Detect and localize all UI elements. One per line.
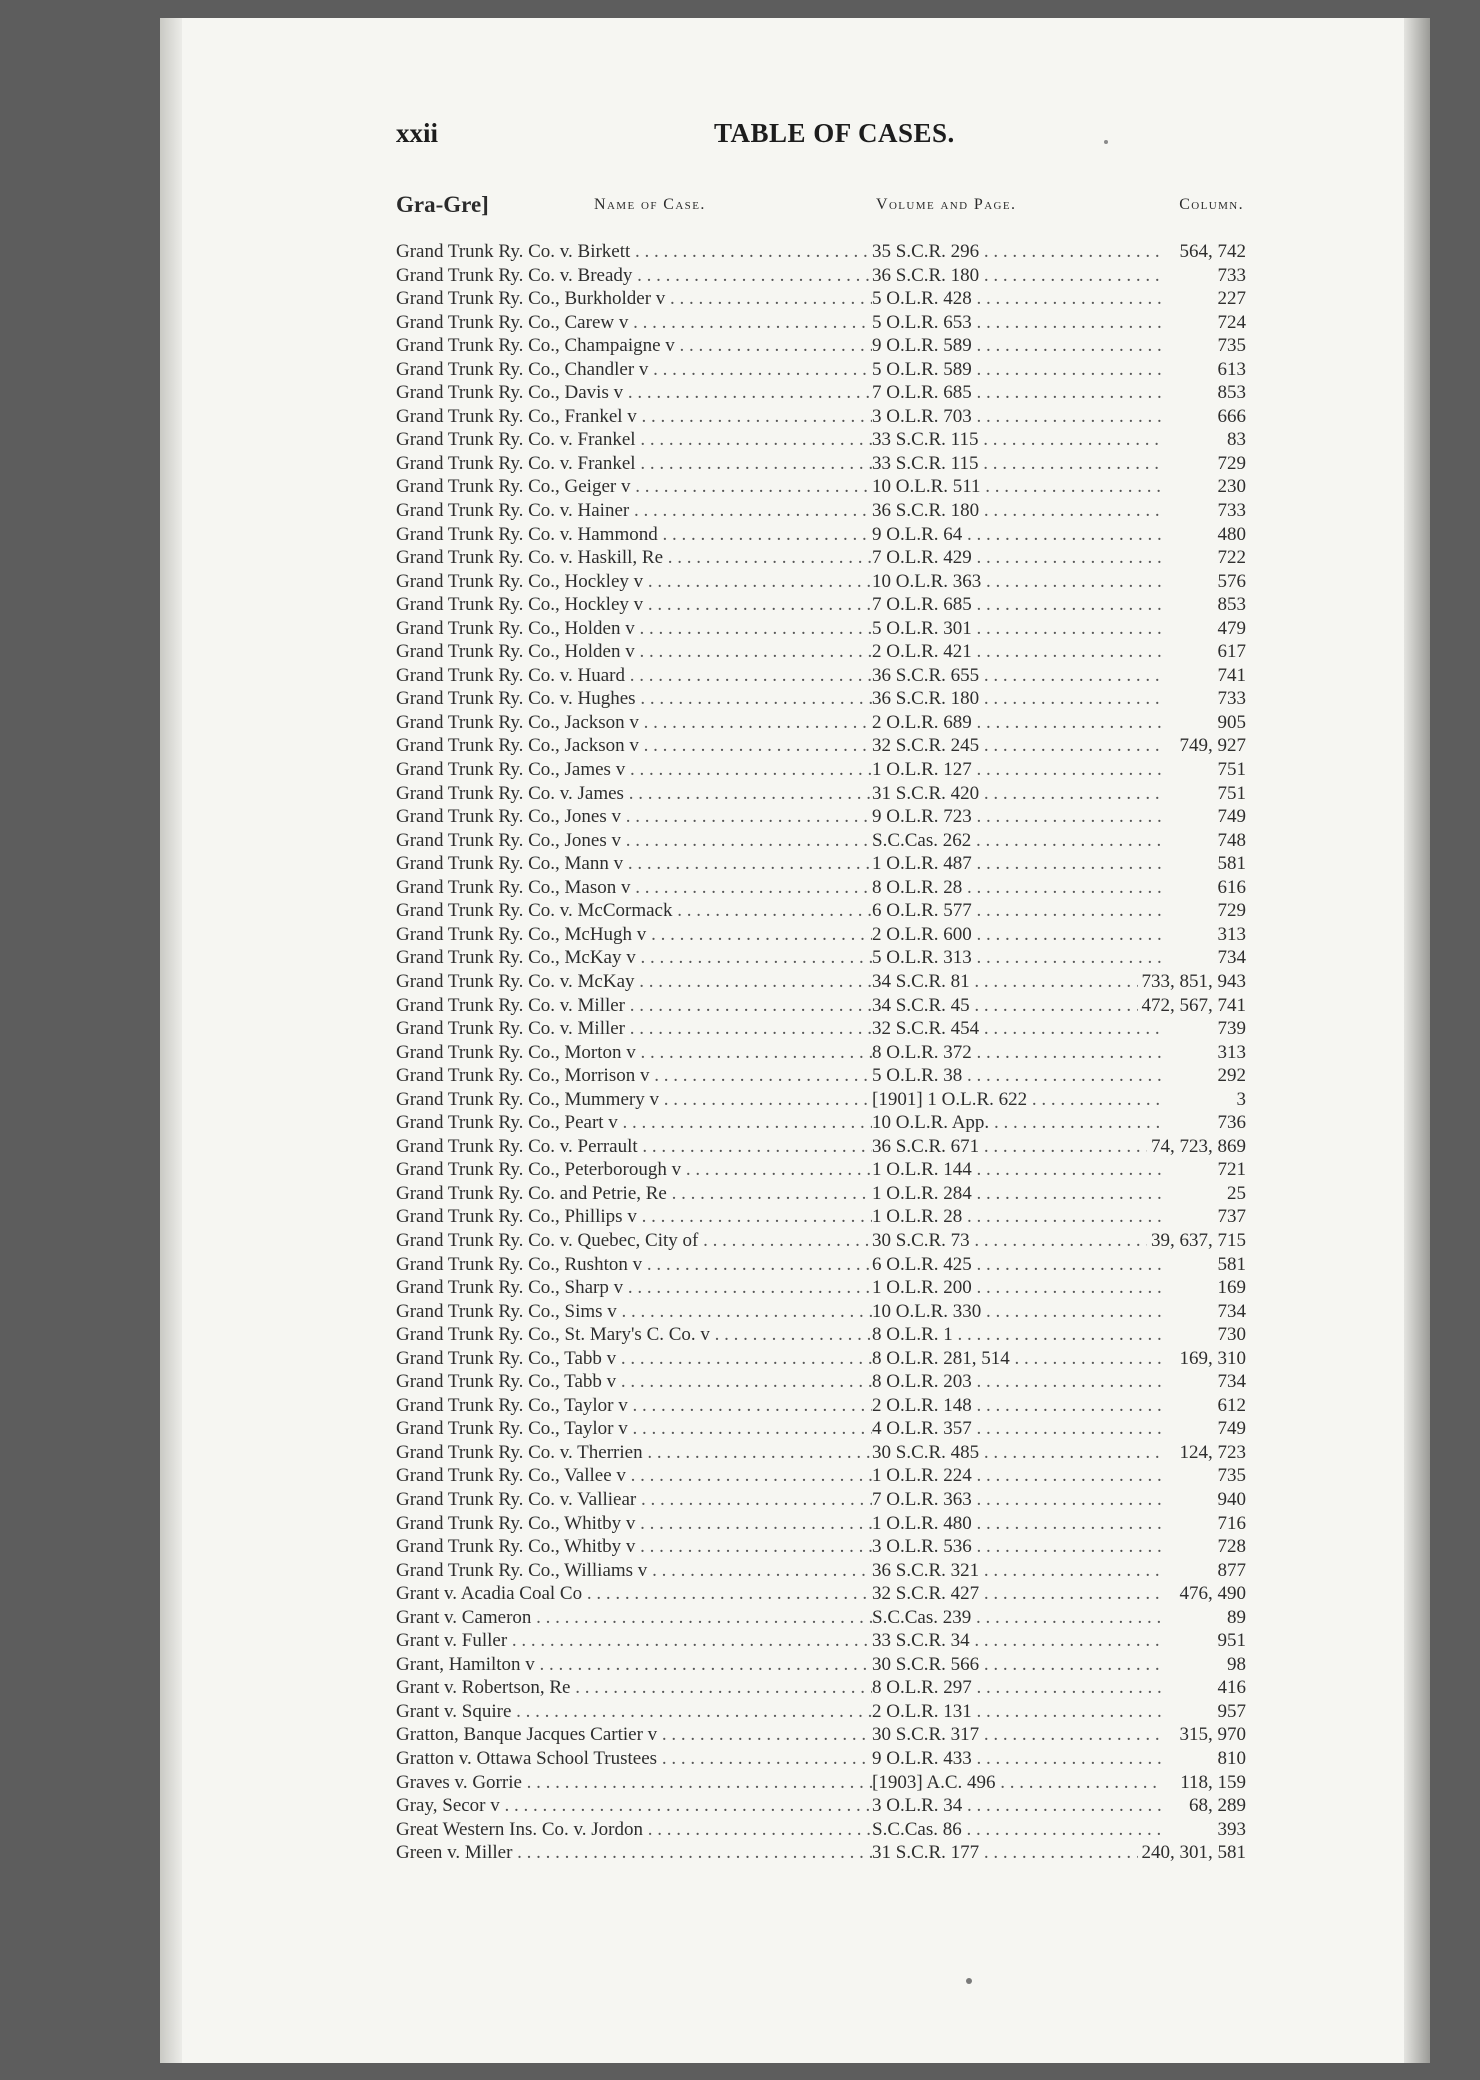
case-name: Grand Trunk Ry. Co. v. Hainer . . . bbox=[396, 499, 872, 523]
case-row bbox=[396, 405, 1246, 429]
column-reference: 729 bbox=[1214, 899, 1247, 923]
column-reference: 576 bbox=[1214, 570, 1247, 594]
case-name: Grant v. Acadia Coal Co . . . bbox=[396, 1582, 872, 1606]
volume-and-page: 5 O.L.R. 589 . . . bbox=[872, 358, 1162, 382]
case-row bbox=[396, 1700, 1246, 1724]
volume-and-page: 35 S.C.R. 296 . . . bbox=[872, 240, 1162, 264]
volume-and-page: 9 O.L.R. 64 . . . bbox=[872, 523, 1162, 547]
volume-and-page: 32 S.C.R. 427 . . . bbox=[872, 1582, 1162, 1606]
volume-and-page: 33 S.C.R. 34 . . . bbox=[872, 1629, 1162, 1653]
column-reference: 292 bbox=[1214, 1064, 1247, 1088]
case-name: Grand Trunk Ry. Co. v. Perrault . . . bbox=[396, 1135, 872, 1159]
case-row bbox=[396, 687, 1246, 711]
column-reference: 124, 723 bbox=[1176, 1441, 1247, 1465]
column-reference: 393 bbox=[1214, 1818, 1247, 1842]
case-row bbox=[396, 664, 1246, 688]
case-name: Grand Trunk Ry. Co. v. McCormack . . . bbox=[396, 899, 872, 923]
column-reference: 751 bbox=[1214, 782, 1247, 806]
volume-and-page: 10 O.L.R. 511 . . . bbox=[872, 475, 1162, 499]
case-row bbox=[396, 334, 1246, 358]
column-reference: 733 bbox=[1214, 264, 1247, 288]
volume-and-page: 10 O.L.R. 363 . . . bbox=[872, 570, 1162, 594]
print-speck bbox=[966, 1978, 972, 1984]
column-reference: 169, 310 bbox=[1176, 1347, 1247, 1371]
case-name: Grand Trunk Ry. Co., Holden v . . . bbox=[396, 640, 872, 664]
name-column-header: Name of Case. bbox=[594, 196, 706, 213]
case-name: Grand Trunk Ry. Co., Hockley v . . . bbox=[396, 593, 872, 617]
case-name: Grand Trunk Ry. Co., Morton v . . . bbox=[396, 1041, 872, 1065]
column-reference: 721 bbox=[1214, 1158, 1247, 1182]
volume-and-page: 8 O.L.R. 281, 514 . . . bbox=[872, 1347, 1162, 1371]
column-reference: 736 bbox=[1214, 1111, 1247, 1135]
case-name: Grand Trunk Ry. Co. v. Birkett . . . bbox=[396, 240, 872, 264]
volume-and-page: 6 O.L.R. 577 . . . bbox=[872, 899, 1162, 923]
case-name: Grand Trunk Ry. Co., Morrison v . . . bbox=[396, 1064, 872, 1088]
case-row bbox=[396, 1417, 1246, 1441]
column-reference: 39, 637, 715 bbox=[1147, 1229, 1246, 1253]
column-reference: 74, 723, 869 bbox=[1147, 1135, 1246, 1159]
page-number: xxii bbox=[396, 118, 439, 148]
case-row bbox=[396, 1653, 1246, 1677]
column-headers bbox=[396, 192, 1256, 222]
volume-and-page: 36 S.C.R. 180 . . . bbox=[872, 499, 1162, 523]
volume-and-page: 1 O.L.R. 127 . . . bbox=[872, 758, 1162, 782]
case-row bbox=[396, 758, 1246, 782]
case-row bbox=[396, 1676, 1246, 1700]
case-row bbox=[396, 1441, 1246, 1465]
column-reference: 810 bbox=[1214, 1747, 1247, 1771]
page-title: TABLE OF CASES. bbox=[714, 118, 955, 148]
volume-and-page: 1 O.L.R. 284 . . . bbox=[872, 1182, 1162, 1206]
case-name: Grand Trunk Ry. Co. v. Valliear . . . bbox=[396, 1488, 872, 1512]
column-reference: 729 bbox=[1214, 452, 1247, 476]
case-name: Grand Trunk Ry. Co., Williams v . . . bbox=[396, 1559, 872, 1583]
column-reference: 749 bbox=[1214, 805, 1247, 829]
case-row bbox=[396, 782, 1246, 806]
case-name: Grand Trunk Ry. Co., Sharp v . . . bbox=[396, 1276, 872, 1300]
volume-and-page: 3 O.L.R. 536 . . . bbox=[872, 1535, 1162, 1559]
case-list bbox=[396, 240, 1246, 1865]
case-row bbox=[396, 1582, 1246, 1606]
volume-and-page: 36 S.C.R. 321 . . . bbox=[872, 1559, 1162, 1583]
case-name: Grand Trunk Ry. Co., McKay v . . . bbox=[396, 946, 872, 970]
column-reference: 666 bbox=[1214, 405, 1247, 429]
volume-and-page: 9 O.L.R. 433 . . . bbox=[872, 1747, 1162, 1771]
column-reference: 749 bbox=[1214, 1417, 1247, 1441]
case-name: Green v. Miller . . . bbox=[396, 1841, 872, 1865]
volume-and-page: 6 O.L.R. 425 . . . bbox=[872, 1253, 1162, 1277]
volume-and-page: 4 O.L.R. 357 . . . bbox=[872, 1417, 1162, 1441]
volume-and-page: 3 O.L.R. 34 . . . bbox=[872, 1794, 1162, 1818]
case-name: Grand Trunk Ry. Co., Frankel v . . . bbox=[396, 405, 872, 429]
case-row bbox=[396, 1794, 1246, 1818]
volume-and-page: 1 O.L.R. 224 . . . bbox=[872, 1464, 1162, 1488]
case-row bbox=[396, 1723, 1246, 1747]
case-row bbox=[396, 1347, 1246, 1371]
case-row bbox=[396, 1111, 1246, 1135]
column-reference: 722 bbox=[1214, 546, 1247, 570]
case-name: Grand Trunk Ry. Co., Vallee v . . . bbox=[396, 1464, 872, 1488]
column-reference: 581 bbox=[1214, 852, 1247, 876]
volume-and-page: 31 S.C.R. 420 . . . bbox=[872, 782, 1162, 806]
case-name: Grand Trunk Ry. Co., Whitby v . . . bbox=[396, 1512, 872, 1536]
volume-and-page: 33 S.C.R. 115 . . . bbox=[872, 428, 1162, 452]
column-reference: 940 bbox=[1214, 1488, 1247, 1512]
case-name: Grand Trunk Ry. Co., Champaigne v . . . bbox=[396, 334, 872, 358]
case-name: Grand Trunk Ry. Co., Rushton v . . . bbox=[396, 1253, 872, 1277]
volume-and-page: 8 O.L.R. 372 . . . bbox=[872, 1041, 1162, 1065]
column-reference: 616 bbox=[1214, 876, 1247, 900]
case-row bbox=[396, 1629, 1246, 1653]
volume-and-page: 36 S.C.R. 180 . . . bbox=[872, 687, 1162, 711]
column-reference: 416 bbox=[1214, 1676, 1247, 1700]
column-reference: 313 bbox=[1214, 923, 1247, 947]
case-name: Grand Trunk Ry. Co., Jackson v . . . bbox=[396, 711, 872, 735]
volume-and-page: 1 O.L.R. 487 . . . bbox=[872, 852, 1162, 876]
case-row bbox=[396, 923, 1246, 947]
volume-and-page: 7 O.L.R. 685 . . . bbox=[872, 381, 1162, 405]
volume-and-page: 10 O.L.R. 330 . . . bbox=[872, 1300, 1162, 1324]
case-name: Grand Trunk Ry. Co., Geiger v . . . bbox=[396, 475, 872, 499]
volume-and-page: 8 O.L.R. 1 . . . bbox=[872, 1323, 1162, 1347]
case-name: Grand Trunk Ry. Co. v. James . . . bbox=[396, 782, 872, 806]
volume-and-page: 32 S.C.R. 245 . . . bbox=[872, 734, 1162, 758]
case-row bbox=[396, 1370, 1246, 1394]
case-name: Grand Trunk Ry. Co., Mason v . . . bbox=[396, 876, 872, 900]
column-reference: 728 bbox=[1214, 1535, 1247, 1559]
column-reference: 315, 970 bbox=[1176, 1723, 1247, 1747]
volume-and-page: S.C.Cas. 262 . . . bbox=[872, 829, 1162, 853]
case-row bbox=[396, 1394, 1246, 1418]
column-reference: 957 bbox=[1214, 1700, 1247, 1724]
case-row bbox=[396, 805, 1246, 829]
column-reference: 733 bbox=[1214, 499, 1247, 523]
column-reference: 230 bbox=[1214, 475, 1247, 499]
case-name: Grand Trunk Ry. Co., Taylor v . . . bbox=[396, 1417, 872, 1441]
case-name: Grant v. Fuller . . . bbox=[396, 1629, 872, 1653]
case-name: Grant v. Cameron . . . bbox=[396, 1606, 872, 1630]
case-row bbox=[396, 1064, 1246, 1088]
column-reference: 240, 301, 581 bbox=[1138, 1841, 1247, 1865]
case-row bbox=[396, 1253, 1246, 1277]
volume-and-page: 31 S.C.R. 177 . . . bbox=[872, 1841, 1162, 1865]
case-row bbox=[396, 1276, 1246, 1300]
case-row bbox=[396, 1606, 1246, 1630]
volume-and-page: 1 O.L.R. 200 . . . bbox=[872, 1276, 1162, 1300]
case-row bbox=[396, 852, 1246, 876]
volume-and-page: 34 S.C.R. 45 . . . bbox=[872, 994, 1162, 1018]
column-reference: 613 bbox=[1214, 358, 1247, 382]
case-row bbox=[396, 1135, 1246, 1159]
column-reference: 733 bbox=[1214, 687, 1247, 711]
column-reference: 3 bbox=[1233, 1088, 1247, 1112]
case-row bbox=[396, 1841, 1246, 1865]
column-reference: 877 bbox=[1214, 1559, 1247, 1583]
case-row bbox=[396, 711, 1246, 735]
volume-and-page: 30 S.C.R. 566 . . . bbox=[872, 1653, 1162, 1677]
column-reference: 751 bbox=[1214, 758, 1247, 782]
column-reference: 853 bbox=[1214, 593, 1247, 617]
case-row bbox=[396, 1464, 1246, 1488]
volume-and-page: 5 O.L.R. 38 . . . bbox=[872, 1064, 1162, 1088]
column-reference: 741 bbox=[1214, 664, 1247, 688]
volume-and-page: 2 O.L.R. 131 . . . bbox=[872, 1700, 1162, 1724]
column-reference: 564, 742 bbox=[1176, 240, 1247, 264]
case-name: Grand Trunk Ry. Co., Carew v . . . bbox=[396, 311, 872, 335]
volume-and-page: 33 S.C.R. 115 . . . bbox=[872, 452, 1162, 476]
case-row bbox=[396, 1488, 1246, 1512]
volume-and-page: 7 O.L.R. 429 . . . bbox=[872, 546, 1162, 570]
volume-and-page: 7 O.L.R. 685 . . . bbox=[872, 593, 1162, 617]
case-name: Grand Trunk Ry. Co. v. Frankel . . . bbox=[396, 452, 872, 476]
volume-and-page: 8 O.L.R. 203 . . . bbox=[872, 1370, 1162, 1394]
column-reference: 853 bbox=[1214, 381, 1247, 405]
case-row bbox=[396, 1559, 1246, 1583]
column-reference: 617 bbox=[1214, 640, 1247, 664]
case-name: Grand Trunk Ry. Co., Mummery v . . . bbox=[396, 1088, 872, 1112]
case-name: Gratton v. Ottawa School Trustees . . . bbox=[396, 1747, 872, 1771]
column-reference: 612 bbox=[1214, 1394, 1247, 1418]
case-row bbox=[396, 876, 1246, 900]
column-reference: 951 bbox=[1214, 1629, 1247, 1653]
case-name: Grand Trunk Ry. Co. v. Miller . . . bbox=[396, 1017, 872, 1041]
column-column-header: Column. bbox=[1179, 196, 1244, 213]
case-row bbox=[396, 475, 1246, 499]
case-name: Grand Trunk Ry. Co., Jones v . . . bbox=[396, 829, 872, 853]
column-reference: 313 bbox=[1214, 1041, 1247, 1065]
case-name: Grand Trunk Ry. Co. v. Hughes . . . bbox=[396, 687, 872, 711]
case-row bbox=[396, 829, 1246, 853]
case-name: Grand Trunk Ry. Co., Holden v . . . bbox=[396, 617, 872, 641]
case-name: Grand Trunk Ry. Co., Jones v . . . bbox=[396, 805, 872, 829]
case-row bbox=[396, 1041, 1246, 1065]
case-name: Grand Trunk Ry. Co., Tabb v . . . bbox=[396, 1347, 872, 1371]
volume-and-page: 36 S.C.R. 671 . . . bbox=[872, 1135, 1162, 1159]
case-row bbox=[396, 570, 1246, 594]
column-reference: 905 bbox=[1214, 711, 1247, 735]
case-row bbox=[396, 546, 1246, 570]
column-reference: 735 bbox=[1214, 334, 1247, 358]
case-row bbox=[396, 946, 1246, 970]
volume-and-page: 1 O.L.R. 480 . . . bbox=[872, 1512, 1162, 1536]
volume-and-page: 8 O.L.R. 297 . . . bbox=[872, 1676, 1162, 1700]
case-name: Grand Trunk Ry. Co. v. Miller . . . bbox=[396, 994, 872, 1018]
case-row bbox=[396, 311, 1246, 335]
volume-and-page: 32 S.C.R. 454 . . . bbox=[872, 1017, 1162, 1041]
case-name: Grand Trunk Ry. Co., Tabb v . . . bbox=[396, 1370, 872, 1394]
column-reference: 479 bbox=[1214, 617, 1247, 641]
column-reference: 68, 289 bbox=[1185, 1794, 1246, 1818]
case-name: Grand Trunk Ry. Co., Whitby v . . . bbox=[396, 1535, 872, 1559]
case-name: Grand Trunk Ry. Co., Peterborough v . . . bbox=[396, 1158, 872, 1182]
case-row bbox=[396, 1771, 1246, 1795]
column-reference: 480 bbox=[1214, 523, 1247, 547]
volume-and-page: 9 O.L.R. 589 . . . bbox=[872, 334, 1162, 358]
volume-and-page: 7 O.L.R. 363 . . . bbox=[872, 1488, 1162, 1512]
case-row bbox=[396, 1323, 1246, 1347]
case-name: Grand Trunk Ry. Co., McHugh v . . . bbox=[396, 923, 872, 947]
alphabetical-range: Gra-Gre] bbox=[396, 192, 489, 217]
case-row bbox=[396, 1747, 1246, 1771]
case-row bbox=[396, 1300, 1246, 1324]
volume-and-page: 8 O.L.R. 28 . . . bbox=[872, 876, 1162, 900]
case-name: Grand Trunk Ry. Co. v. McKay . . . bbox=[396, 970, 872, 994]
volume-and-page: 9 O.L.R. 723 . . . bbox=[872, 805, 1162, 829]
volume-and-page: 30 S.C.R. 485 . . . bbox=[872, 1441, 1162, 1465]
volume-and-page: 30 S.C.R. 73 . . . bbox=[872, 1229, 1162, 1253]
volume-and-page: 3 O.L.R. 703 . . . bbox=[872, 405, 1162, 429]
volume-and-page: 2 O.L.R. 600 . . . bbox=[872, 923, 1162, 947]
case-name: Gratton, Banque Jacques Cartier v . . . bbox=[396, 1723, 872, 1747]
column-reference: 734 bbox=[1214, 1300, 1247, 1324]
case-row bbox=[396, 1182, 1246, 1206]
case-row bbox=[396, 994, 1246, 1018]
case-row bbox=[396, 640, 1246, 664]
case-row bbox=[396, 617, 1246, 641]
column-reference: 724 bbox=[1214, 311, 1247, 335]
column-reference: 734 bbox=[1214, 946, 1247, 970]
column-reference: 716 bbox=[1214, 1512, 1247, 1536]
column-reference: 733, 851, 943 bbox=[1138, 970, 1247, 994]
column-reference: 169 bbox=[1214, 1276, 1247, 1300]
case-row bbox=[396, 899, 1246, 923]
case-name: Grand Trunk Ry. Co. v. Huard . . . bbox=[396, 664, 872, 688]
case-name: Grand Trunk Ry. Co. and Petrie, Re . . . bbox=[396, 1182, 872, 1206]
volume-and-page: S.C.Cas. 86 . . . bbox=[872, 1818, 1162, 1842]
volume-column-header: Volume and Page. bbox=[876, 196, 1017, 213]
case-name: Grand Trunk Ry. Co., Davis v . . . bbox=[396, 381, 872, 405]
column-reference: 476, 490 bbox=[1176, 1582, 1247, 1606]
column-reference: 25 bbox=[1223, 1182, 1246, 1206]
case-row bbox=[396, 452, 1246, 476]
volume-and-page: [1901] 1 O.L.R. 622 . . . bbox=[872, 1088, 1162, 1112]
volume-and-page: 1 O.L.R. 144 . . . bbox=[872, 1158, 1162, 1182]
case-row bbox=[396, 264, 1246, 288]
case-row bbox=[396, 287, 1246, 311]
case-row bbox=[396, 1229, 1246, 1253]
volume-and-page: S.C.Cas. 239 . . . bbox=[872, 1606, 1162, 1630]
column-reference: 227 bbox=[1214, 287, 1247, 311]
case-name: Grand Trunk Ry. Co., Jackson v . . . bbox=[396, 734, 872, 758]
volume-and-page: 2 O.L.R. 689 . . . bbox=[872, 711, 1162, 735]
column-reference: 730 bbox=[1214, 1323, 1247, 1347]
column-reference: 737 bbox=[1214, 1205, 1247, 1229]
case-row bbox=[396, 1818, 1246, 1842]
column-reference: 749, 927 bbox=[1176, 734, 1247, 758]
column-reference: 89 bbox=[1223, 1606, 1246, 1630]
case-name: Grand Trunk Ry. Co., Peart v . . . bbox=[396, 1111, 872, 1135]
case-name: Gray, Secor v . . . bbox=[396, 1794, 872, 1818]
column-reference: 735 bbox=[1214, 1464, 1247, 1488]
case-name: Grand Trunk Ry. Co., James v . . . bbox=[396, 758, 872, 782]
case-name: Grand Trunk Ry. Co., Mann v . . . bbox=[396, 852, 872, 876]
case-row bbox=[396, 970, 1246, 994]
page-gutter bbox=[160, 18, 182, 2063]
column-reference: 472, 567, 741 bbox=[1138, 994, 1247, 1018]
case-name: Grand Trunk Ry. Co. v. Therrien . . . bbox=[396, 1441, 872, 1465]
case-row bbox=[396, 499, 1246, 523]
volume-and-page: 36 S.C.R. 180 . . . bbox=[872, 264, 1162, 288]
case-row bbox=[396, 381, 1246, 405]
volume-and-page: 10 O.L.R. App. . . . bbox=[872, 1111, 1162, 1135]
column-reference: 118, 159 bbox=[1176, 1771, 1246, 1795]
volume-and-page: 1 O.L.R. 28 . . . bbox=[872, 1205, 1162, 1229]
column-reference: 581 bbox=[1214, 1253, 1247, 1277]
column-reference: 734 bbox=[1214, 1370, 1247, 1394]
volume-and-page: 5 O.L.R. 653 . . . bbox=[872, 311, 1162, 335]
case-name: Grand Trunk Ry. Co., Hockley v . . . bbox=[396, 570, 872, 594]
case-name: Grand Trunk Ry. Co., Taylor v . . . bbox=[396, 1394, 872, 1418]
case-row bbox=[396, 428, 1246, 452]
case-name: Grand Trunk Ry. Co., St. Mary's C. Co. v . . . bbox=[396, 1323, 872, 1347]
column-reference: 98 bbox=[1223, 1653, 1246, 1677]
page-edge bbox=[1404, 18, 1430, 2063]
case-row bbox=[396, 593, 1246, 617]
case-name: Grand Trunk Ry. Co., Phillips v . . . bbox=[396, 1205, 872, 1229]
column-reference: 83 bbox=[1223, 428, 1246, 452]
case-row bbox=[396, 1017, 1246, 1041]
column-reference: 739 bbox=[1214, 1017, 1247, 1041]
case-name: Grand Trunk Ry. Co. v. Haskill, Re . . . bbox=[396, 546, 872, 570]
case-row bbox=[396, 1535, 1246, 1559]
case-row bbox=[396, 1158, 1246, 1182]
running-header bbox=[396, 118, 1256, 158]
case-row bbox=[396, 240, 1246, 264]
case-name: Grand Trunk Ry. Co., Burkholder v . . . bbox=[396, 287, 872, 311]
case-name: Graves v. Gorrie . . . bbox=[396, 1771, 872, 1795]
case-name: Grand Trunk Ry. Co., Sims v . . . bbox=[396, 1300, 872, 1324]
case-name: Grant, Hamilton v . . . bbox=[396, 1653, 872, 1677]
volume-and-page: 5 O.L.R. 428 . . . bbox=[872, 287, 1162, 311]
volume-and-page: 2 O.L.R. 421 . . . bbox=[872, 640, 1162, 664]
volume-and-page: 2 O.L.R. 148 . . . bbox=[872, 1394, 1162, 1418]
volume-and-page: 36 S.C.R. 655 . . . bbox=[872, 664, 1162, 688]
case-name: Grand Trunk Ry. Co. v. Hammond . . . bbox=[396, 523, 872, 547]
case-row bbox=[396, 358, 1246, 382]
case-name: Grand Trunk Ry. Co. v. Frankel . . . bbox=[396, 428, 872, 452]
case-name: Grand Trunk Ry. Co. v. Bready . . . bbox=[396, 264, 872, 288]
case-row bbox=[396, 1088, 1246, 1112]
volume-and-page: 30 S.C.R. 317 . . . bbox=[872, 1723, 1162, 1747]
case-name: Grand Trunk Ry. Co., Chandler v . . . bbox=[396, 358, 872, 382]
case-name: Grand Trunk Ry. Co. v. Quebec, City of . . . bbox=[396, 1229, 872, 1253]
case-row bbox=[396, 734, 1246, 758]
case-name: Grant v. Robertson, Re . . . bbox=[396, 1676, 872, 1700]
volume-and-page: 5 O.L.R. 313 . . . bbox=[872, 946, 1162, 970]
column-reference: 748 bbox=[1214, 829, 1247, 853]
case-row bbox=[396, 1512, 1246, 1536]
volume-and-page: 34 S.C.R. 81 . . . bbox=[872, 970, 1162, 994]
volume-and-page: [1903] A.C. 496 . . . bbox=[872, 1771, 1162, 1795]
case-name: Grant v. Squire . . . bbox=[396, 1700, 872, 1724]
case-name: Great Western Ins. Co. v. Jordon . . . bbox=[396, 1818, 872, 1842]
case-row bbox=[396, 523, 1246, 547]
case-row bbox=[396, 1205, 1246, 1229]
volume-and-page: 5 O.L.R. 301 . . . bbox=[872, 617, 1162, 641]
